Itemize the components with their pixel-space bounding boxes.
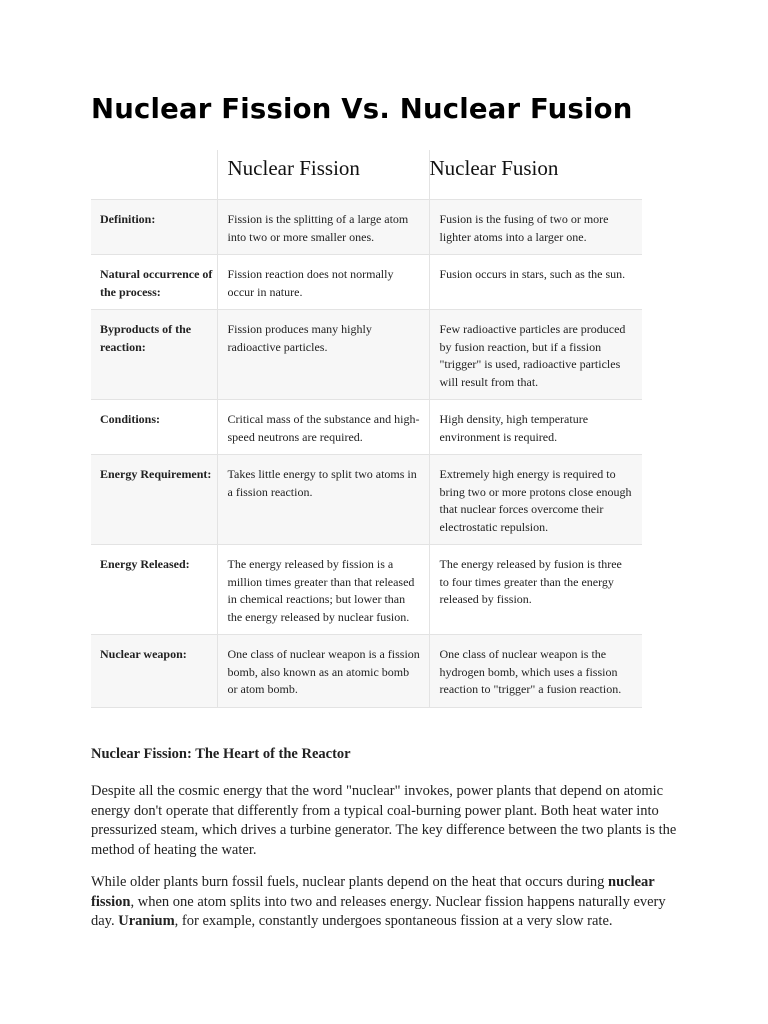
fusion-cell: Fusion is the fusing of two or more lighter atoms into a larger one. — [429, 200, 642, 255]
row-label: Energy Released: — [91, 545, 217, 635]
fusion-cell: Fusion occurs in stars, such as the sun. — [429, 255, 642, 310]
fusion-cell: One class of nuclear weapon is the hydrogen bomb, which uses a fission reaction to "trigger" a fusion reaction. — [429, 635, 642, 708]
header-empty — [91, 150, 217, 200]
table-header-row — [91, 150, 642, 200]
row-label: Energy Requirement: — [91, 455, 217, 545]
table-row — [91, 200, 642, 255]
fission-cell: Takes little energy to split two atoms in a fission reaction. — [217, 455, 429, 545]
fission-cell: Fission is the splitting of a large atom into two or more smaller ones. — [217, 200, 429, 255]
table-row — [91, 635, 642, 708]
table-row — [91, 255, 642, 310]
fusion-cell: High density, high temperature environment is required. — [429, 400, 642, 455]
fusion-cell: Extremely high energy is required to bring two or more protons close enough that nuclear forces overcome their electrostatic repulsion. — [429, 455, 642, 545]
header-nuclear-fusion: Nuclear Fusion — [429, 150, 642, 200]
bold-term-uranium: Uranium — [118, 913, 175, 929]
row-label: Nuclear weapon: — [91, 635, 217, 708]
paragraph-fission — [91, 873, 689, 932]
fission-cell: The energy released by fission is a million times greater than that released in chemical reactions; but lower than the energy released by nuclear fusion. — [217, 545, 429, 635]
bold-term-nuclear-fission: nuclear fission — [91, 874, 655, 910]
paragraph-text: While older plants burn fossil fuels, nuclear plants depend on the heat that occurs during — [91, 874, 609, 890]
comparison-table — [91, 150, 642, 708]
row-label: Byproducts of the reaction: — [91, 310, 217, 400]
paragraph-text: , for example, constantly undergoes spontaneous fission at a very slow rate. — [174, 913, 613, 929]
table-row — [91, 400, 642, 455]
fission-cell: One class of nuclear weapon is a fission bomb, also known as an atomic bomb or atom bomb. — [217, 635, 429, 708]
table-row — [91, 545, 642, 635]
row-label: Conditions: — [91, 400, 217, 455]
table-row — [91, 310, 642, 400]
table-row — [91, 455, 642, 545]
fusion-cell: Few radioactive particles are produced by fusion reaction, but if a fission "trigger" is used, radioactive particles will result from that. — [429, 310, 642, 400]
fusion-cell: The energy released by fusion is three to four times greater than the energy released by fission. — [429, 545, 642, 635]
header-nuclear-fission: Nuclear Fission — [217, 150, 429, 200]
fission-cell: Fission produces many highly radioactive particles. — [217, 310, 429, 400]
section-heading: Nuclear Fission: The Heart of the Reactor — [91, 746, 351, 762]
row-label: Definition: — [91, 200, 217, 255]
paragraph-intro: Despite all the cosmic energy that the word "nuclear" invokes, power plants that depend on atomic energy don't operate that differently from a typical coal-burning power plant. Both heat water into pressurized steam, which drives a turbine generator. The key difference between the two plants is the method of heating the water. — [91, 783, 677, 858]
fission-cell: Fission reaction does not normally occur in nature. — [217, 255, 429, 310]
row-label: Natural occurrence of the process: — [91, 255, 217, 310]
page-title: Nuclear Fission Vs. Nuclear Fusion — [91, 93, 633, 125]
fission-cell: Critical mass of the substance and high-speed neutrons are required. — [217, 400, 429, 455]
paragraph-text: , when one atom splits into two and releases energy. Nuclear fission happens naturally every day. — [91, 893, 666, 929]
